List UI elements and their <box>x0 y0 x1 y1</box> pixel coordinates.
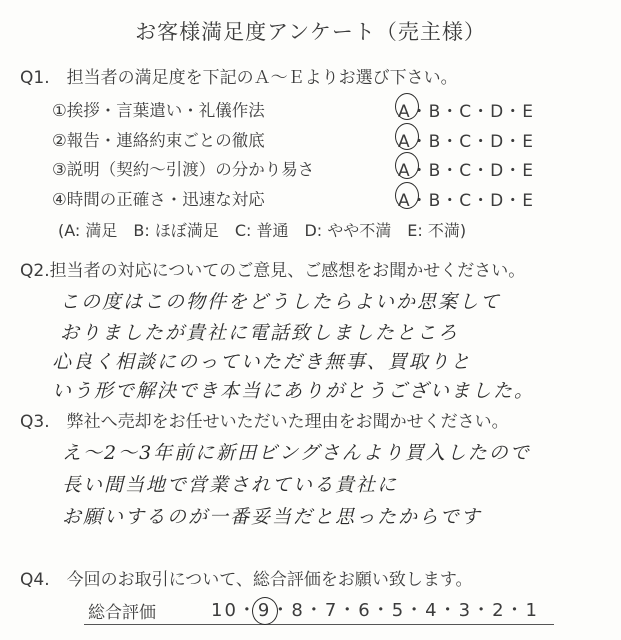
rating-option: 8 <box>291 600 305 621</box>
q3-answer-line: お願いするのが一番妥当だと思ったからです <box>62 506 482 528</box>
rating-option-selected: 9 <box>258 600 271 621</box>
selected-grade-circle <box>395 93 419 120</box>
q3-answer-line: 長い間当地で営業されている貴社に <box>62 474 399 496</box>
q2-heading: Q2.担当者の対応についてのご意見、ご感想をお聞かせください。 <box>20 261 526 281</box>
selected-grade-circle <box>395 182 419 209</box>
q1-item-grades: A・B・C・D・E <box>398 132 534 152</box>
q1-item-label: ②報告・連絡約束ごとの徹底 <box>52 131 265 150</box>
rating-option: 4 <box>425 600 439 621</box>
q1-item-grades: A・B・C・D・E <box>398 161 534 181</box>
q2-answer-line: この度はこの物件をどうしたらよいか思案して <box>60 291 502 313</box>
rating-scale: 10・9 ・8・7・6・5・4・3・2・1 <box>211 596 539 622</box>
rating-label: 総合評価 <box>88 603 156 623</box>
q1-item-grades: A・B・C・D・E <box>398 102 534 122</box>
rating-underline <box>84 624 554 625</box>
rating-option: 6 <box>358 600 372 621</box>
q2-answer-line: いう形で解決でき本当にありがとうございました。 <box>52 380 536 402</box>
rating-option: 3 <box>458 600 473 621</box>
q2-answer-line: おりましたが貴社に電話致しましたところ <box>60 322 460 344</box>
survey-title: お客様満足度アンケート（売主様） <box>135 20 486 44</box>
q1-item-grades: A・B・C・D・E <box>398 191 534 211</box>
selected-rating-circle <box>252 597 278 625</box>
q1-legend: (A: 満足 B: ほぼ満足 C: 普通 D: やや不満 E: 不満) <box>58 221 467 240</box>
rating-option: 10 <box>211 600 238 621</box>
rating-option: 1 <box>525 600 539 621</box>
q3-answer-line: え～2～3年前に新田ビングさんより買入したので <box>62 442 531 464</box>
q1-heading: Q1. 担当者の満足度を下記のＡ～Ｅよりお選び下さい。 <box>20 68 458 88</box>
q1-item-label: ④時間の正確さ・迅速な対応 <box>52 190 265 209</box>
q1-item-label: ③説明（契約～引渡）の分かり易さ <box>52 160 315 179</box>
rating-option: 7 <box>324 600 339 621</box>
q4-heading: Q4. 今回のお取引について、総合評価をお願い致します。 <box>20 570 473 590</box>
q3-heading: Q3. 弊社へ売却をお任せいただいた理由をお聞かせください。 <box>20 412 509 432</box>
q1-item-label: ①挨拶・言葉遣い・礼儀作法 <box>52 101 265 120</box>
selected-grade-circle <box>395 123 419 150</box>
rating-option: 2 <box>492 600 506 621</box>
selected-grade-circle <box>395 152 419 179</box>
q2-answer-line: 心良く相談にのっていただき無事、買取りと <box>52 351 472 373</box>
rating-option: 5 <box>391 600 406 621</box>
